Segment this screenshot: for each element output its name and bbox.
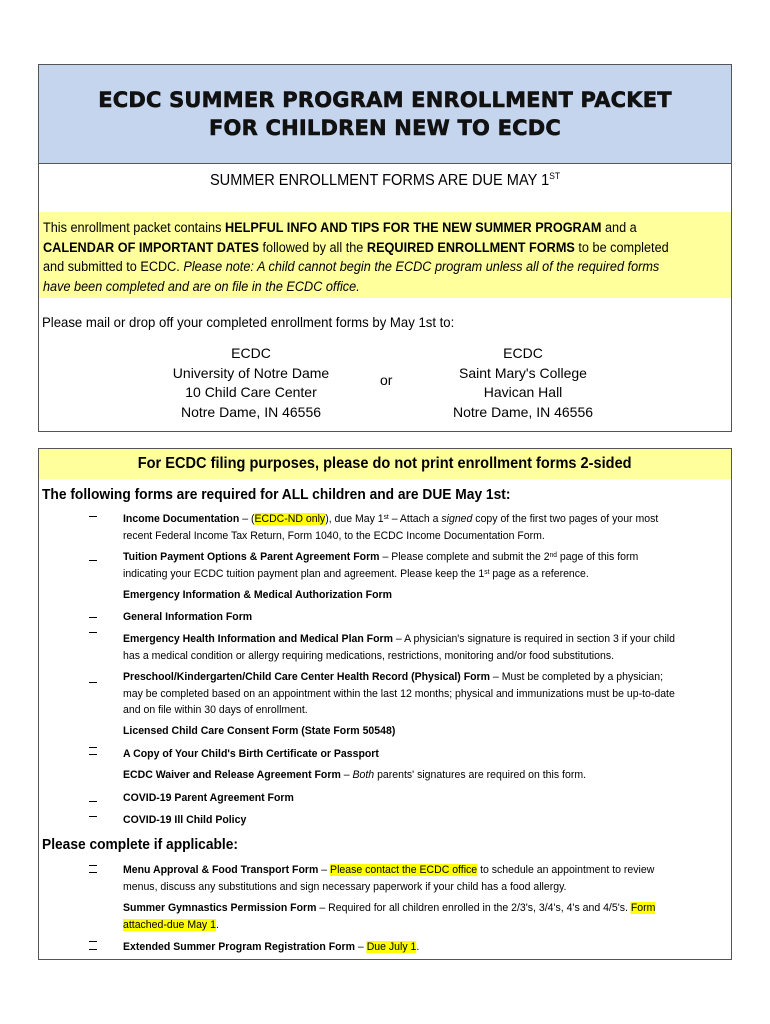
item-tuition-payment: Tuition Payment Options & Parent Agreement Form – Please complete and submit the 2nd page of this form indicating your ECDC tuition payment plan and agreement. Please keep the 1st page as a reference.: [123, 551, 639, 580]
item-birth-certificate: A Copy of Your Child's Birth Certificate or Passport: [123, 748, 379, 760]
title-line-2: FOR CHILDREN NEW TO ECDC: [209, 116, 561, 140]
item-summer-gymnastics: Summer Gymnastics Permission Form – Required for all children enrolled in the 2/3's, 3/4's, 4's and 4/5's. Form attached-due May 1.: [123, 902, 656, 931]
ecdc-nd-highlight: ECDC-ND only: [254, 513, 326, 525]
dash-marker: [89, 516, 97, 517]
intro-bold-2: CALENDAR OF IMPORTANT DATES: [43, 239, 259, 255]
dash-marker: [89, 747, 97, 748]
form-attached-highlight: Form: [630, 902, 656, 914]
due-notice: SUMMER ENROLLMENT FORMS ARE DUE MAY 1ST: [209, 171, 561, 189]
item-general-information: General Information Form: [123, 611, 253, 623]
intro-note-2: have been completed and are on file in the ECDC office.: [43, 278, 360, 294]
address-or: or: [380, 372, 393, 388]
item-covid-parent-agreement: COVID-19 Parent Agreement Form: [123, 792, 294, 804]
item-menu-approval: Menu Approval & Food Transport Form – Please contact the ECDC office to schedule an appointment to review menus, discuss any substitutions and sign necessary paperwork if your child has a food allergy.: [123, 864, 655, 893]
dash-marker: [89, 872, 97, 873]
intro-note-1: Please note: A child cannot begin the ECDC program unless all of the required forms: [183, 259, 660, 274]
due-may-highlight: attached-due May 1: [123, 918, 216, 931]
item-emergency-information: Emergency Information & Medical Authorization Form: [123, 589, 392, 601]
address-saint-marys: ECDC Saint Mary's College Havican Hall Notre Dame, IN 46556: [452, 345, 594, 420]
item-health-medical-plan: Emergency Health Information and Medical Plan Form – A physician's signature is required in section 3 if your child has a medical condition or allergy requiring medications, restrictions, monitoring and/or food substitutions.: [123, 633, 676, 662]
contact-office-highlight: Please contact the ECDC office: [330, 864, 478, 876]
intro-section: [38, 164, 732, 432]
dash-marker: [89, 682, 97, 683]
item-waiver-release: ECDC Waiver and Release Agreement Form – Both parents' signatures are required on this form.: [123, 769, 587, 781]
dash-marker: [89, 560, 97, 561]
item-covid-ill-policy: COVID-19 Ill Child Policy: [123, 814, 247, 826]
item-extended-summer: Extended Summer Program Registration Form – Due July 1.: [123, 941, 420, 953]
intro-bold-1: HELPFUL INFO AND TIPS FOR THE NEW SUMMER PROGRAM: [224, 220, 602, 235]
dash-marker: [89, 816, 97, 817]
dash-marker: [89, 632, 97, 633]
title-line-1: ECDC SUMMER PROGRAM ENROLLMENT PACKET: [98, 88, 672, 112]
dash-marker: [89, 949, 97, 950]
address-notre-dame: ECDC University of Notre Dame 10 Child Care Center Notre Dame, IN 46556: [172, 345, 330, 420]
filing-banner: For ECDC filing purposes, please do not print enrollment forms 2-sided: [39, 449, 731, 479]
dash-marker: [89, 801, 97, 802]
optional-forms-heading: Please complete if applicable:: [42, 837, 238, 853]
title-banner: [38, 64, 732, 164]
required-forms-heading: The following forms are required for ALL children and are DUE May 1st:: [42, 487, 511, 503]
dash-marker: [89, 754, 97, 755]
item-income-documentation: Income Documentation – (ECDC-ND only), due May 1st – Attach a signed copy of the first two pages of your most recent Federal Income Tax Return, Form 1040, to the ECDC Income Documentation Form.: [123, 513, 659, 542]
dash-marker: [89, 617, 97, 618]
dash-marker: [89, 865, 97, 866]
intro-info-box: This enrollment packet contains HELPFUL INFO AND TIPS FOR THE NEW SUMMER PROGRAM and a CALENDAR OF IMPORTANT DATES followed by all the REQUIRED ENROLLMENT FORMS to be completed and submitted to ECDC. Please note: A child cannot begin the ECDC program unless all of the required forms have been completed and are on file in the ECDC office.: [39, 212, 731, 298]
due-notice-suffix: ST: [549, 171, 561, 181]
intro-bold-3: REQUIRED ENROLLMENT FORMS: [366, 239, 575, 255]
due-july-highlight: Due July 1: [366, 941, 417, 953]
item-licensed-consent: Licensed Child Care Consent Form (State Form 50548): [123, 725, 396, 737]
mail-instructions: Please mail or drop off your completed enrollment forms by May 1st to:: [42, 314, 455, 330]
item-health-record-physical: Preschool/Kindergarten/Child Care Center Health Record (Physical) Form – Must be completed by a physician; may be completed based on an appointment within the last 12 months; physical and immunizations must be up-to-date and on file within 30 days of enrollment.: [123, 671, 675, 716]
forms-section: [38, 448, 732, 960]
dash-marker: [89, 941, 97, 942]
